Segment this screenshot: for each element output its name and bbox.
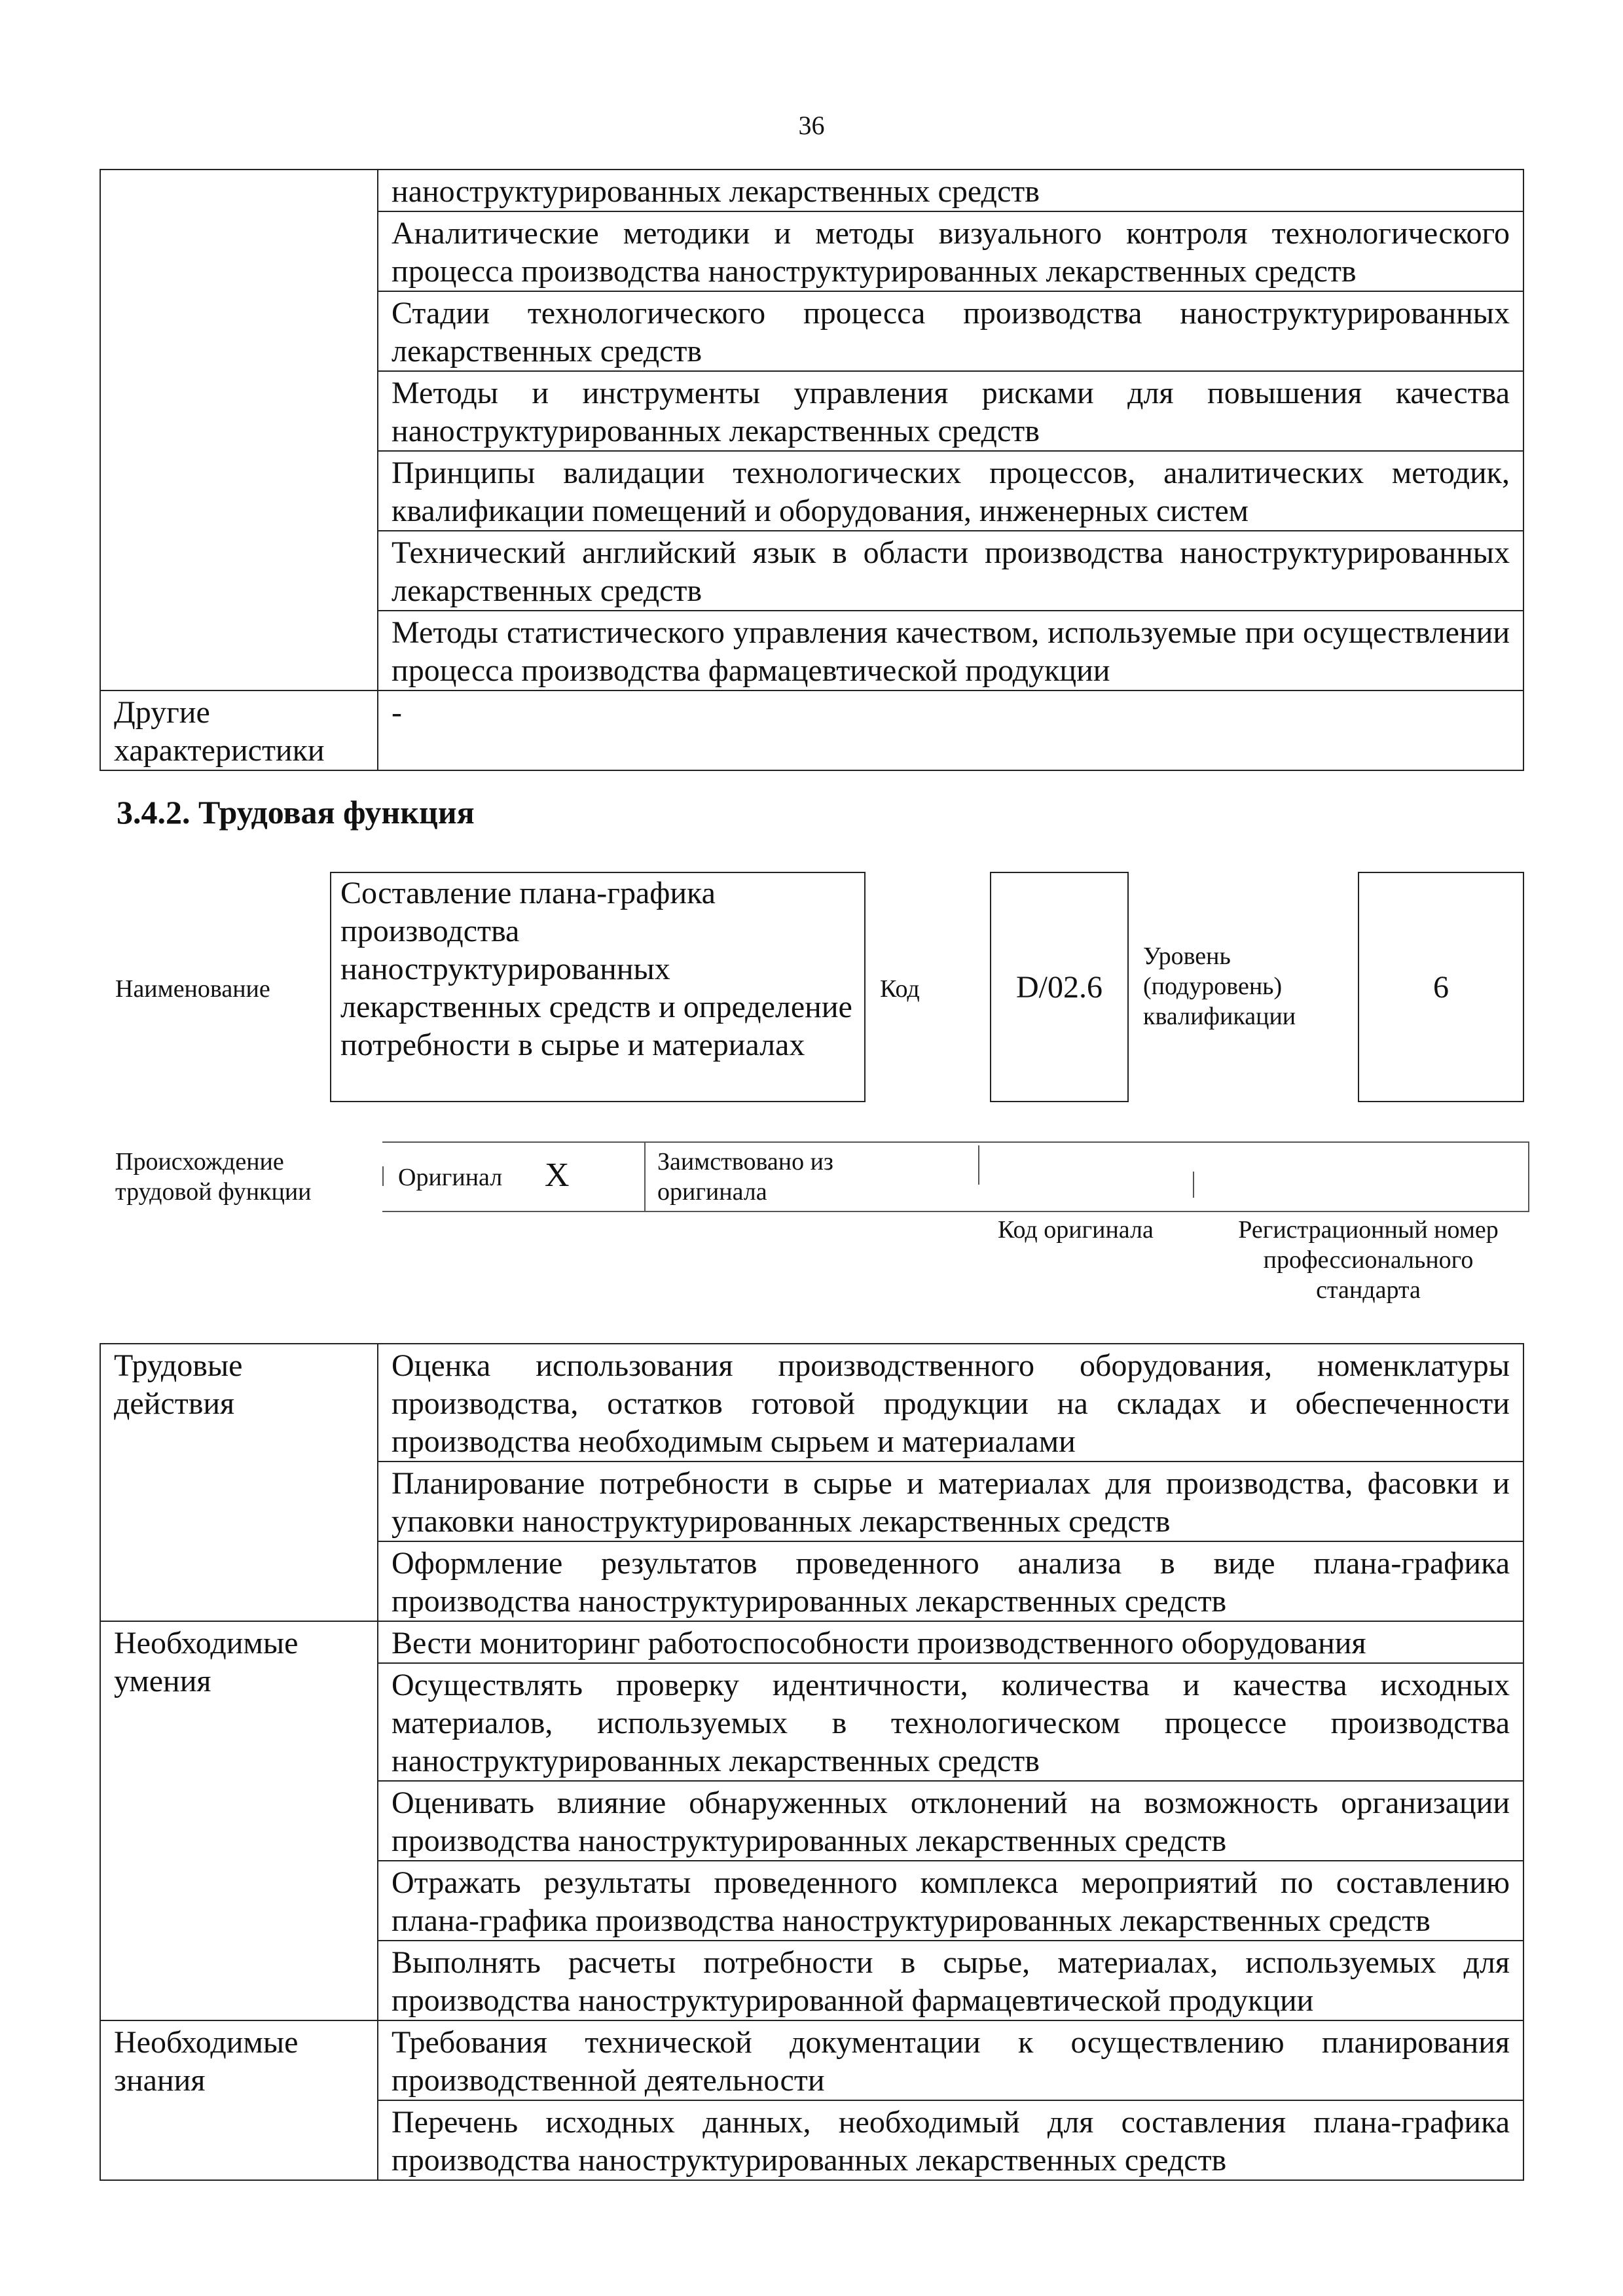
table-row-text: Оценка использования производственного оборудования, номенклатуры производства, остатков готовой продукции на складах и обеспеченности производства необходимым сырьем и материалами (378, 1344, 1523, 1462)
table-row-text: Принципы валидации технологических процессов, аналитических методик, квалификации помещений и оборудования, инженерных систем (378, 451, 1523, 531)
other-characteristics-value: - (378, 691, 1523, 770)
table-row-text: Оценивать влияние обнаруженных отклонений на возможность организации производства наноструктурированных лекарственных средств (378, 1781, 1523, 1861)
section-heading: 3.4.2. Трудовая функция (117, 794, 475, 831)
borrowed-label: Заимствовано из оригинала (657, 1148, 833, 1206)
labor-function-table (100, 1343, 1524, 2181)
table-row-text: Технический английский язык в области производства наноструктурированных лекарственных средств (378, 531, 1523, 611)
group-label-skills: Необходимые умения (100, 1621, 378, 2020)
group-label-knowledge: Необходимые знания (100, 2020, 378, 2180)
other-characteristics-label: Другие характеристики (100, 691, 378, 770)
reg-number-caption: Регистрационный номер профессионального стандарта (1238, 1216, 1499, 1304)
table-row-text: наноструктурированных лекарственных средств (378, 170, 1523, 211)
table-row-text: Вести мониторинг работоспособности производственного оборудования (378, 1621, 1523, 1663)
table-row-text: Аналитические методики и методы визуального контроля технологического процесса производства наноструктурированных лекарственных средств (378, 211, 1523, 291)
name-label: Наименование (115, 975, 270, 1003)
page-number: 36 (798, 111, 825, 140)
table-row-text: Выполнять расчеты потребности в сырье, материалах, используемых для производства наноструктурированной фармацевтической продукции (378, 1941, 1523, 2020)
table-row-text: Требования технической документации к осуществлению планирования производственной деятельности (378, 2020, 1523, 2100)
left-label-cell (100, 170, 378, 691)
table-row-text: Оформление результатов проведенного анализа в виде плана-графика производства наноструктурированных лекарственных средств (378, 1541, 1523, 1621)
knowledge-table-continuation (100, 169, 1524, 771)
table-row-text: Планирование потребности в сырье и материалах для производства, фасовки и упаковки наноструктурированных лекарственных средств (378, 1462, 1523, 1541)
level-label: Уровень (подуровень) квалификации (1143, 942, 1296, 1030)
code-label: Код (880, 975, 920, 1003)
table-row-text: Стадии технологического процесса производства наноструктурированных лекарственных средств (378, 291, 1523, 371)
table-row-text: Методы статистического управления качеством, используемые при осуществлении процесса производства фармацевтической продукции (378, 611, 1523, 691)
table-row-text: Отражать результаты проведенного комплекса мероприятий по составлению плана-графика производства наноструктурированных лекарственных средств (378, 1861, 1523, 1941)
code-original-caption: Код оригинала (998, 1216, 1154, 1244)
table-row-text: Перечень исходных данных, необходимый для составления плана-графика производства наноструктурированных лекарственных средств (378, 2100, 1523, 2180)
table-row-text: Методы и инструменты управления рисками для повышения качества наноструктурированных лекарственных средств (378, 371, 1523, 451)
code-value-box: D/02.6 (990, 872, 1129, 1102)
origin-label: Происхождение трудовой функции (115, 1148, 312, 1206)
original-label: Оригинал (398, 1164, 503, 1191)
table-row-text: Осуществлять проверку идентичности, количества и качества исходных материалов, используемых в технологическом процессе производства наноструктурированных лекарственных средств (378, 1663, 1523, 1781)
level-value-box: 6 (1358, 872, 1524, 1102)
original-mark: X (545, 1157, 570, 1194)
function-name-box: Составление плана-графика производства наноструктурированных лекарственных средств и определение потребности в сырье и материалах (330, 872, 866, 1102)
group-label-actions: Трудовые действия (100, 1344, 378, 1621)
